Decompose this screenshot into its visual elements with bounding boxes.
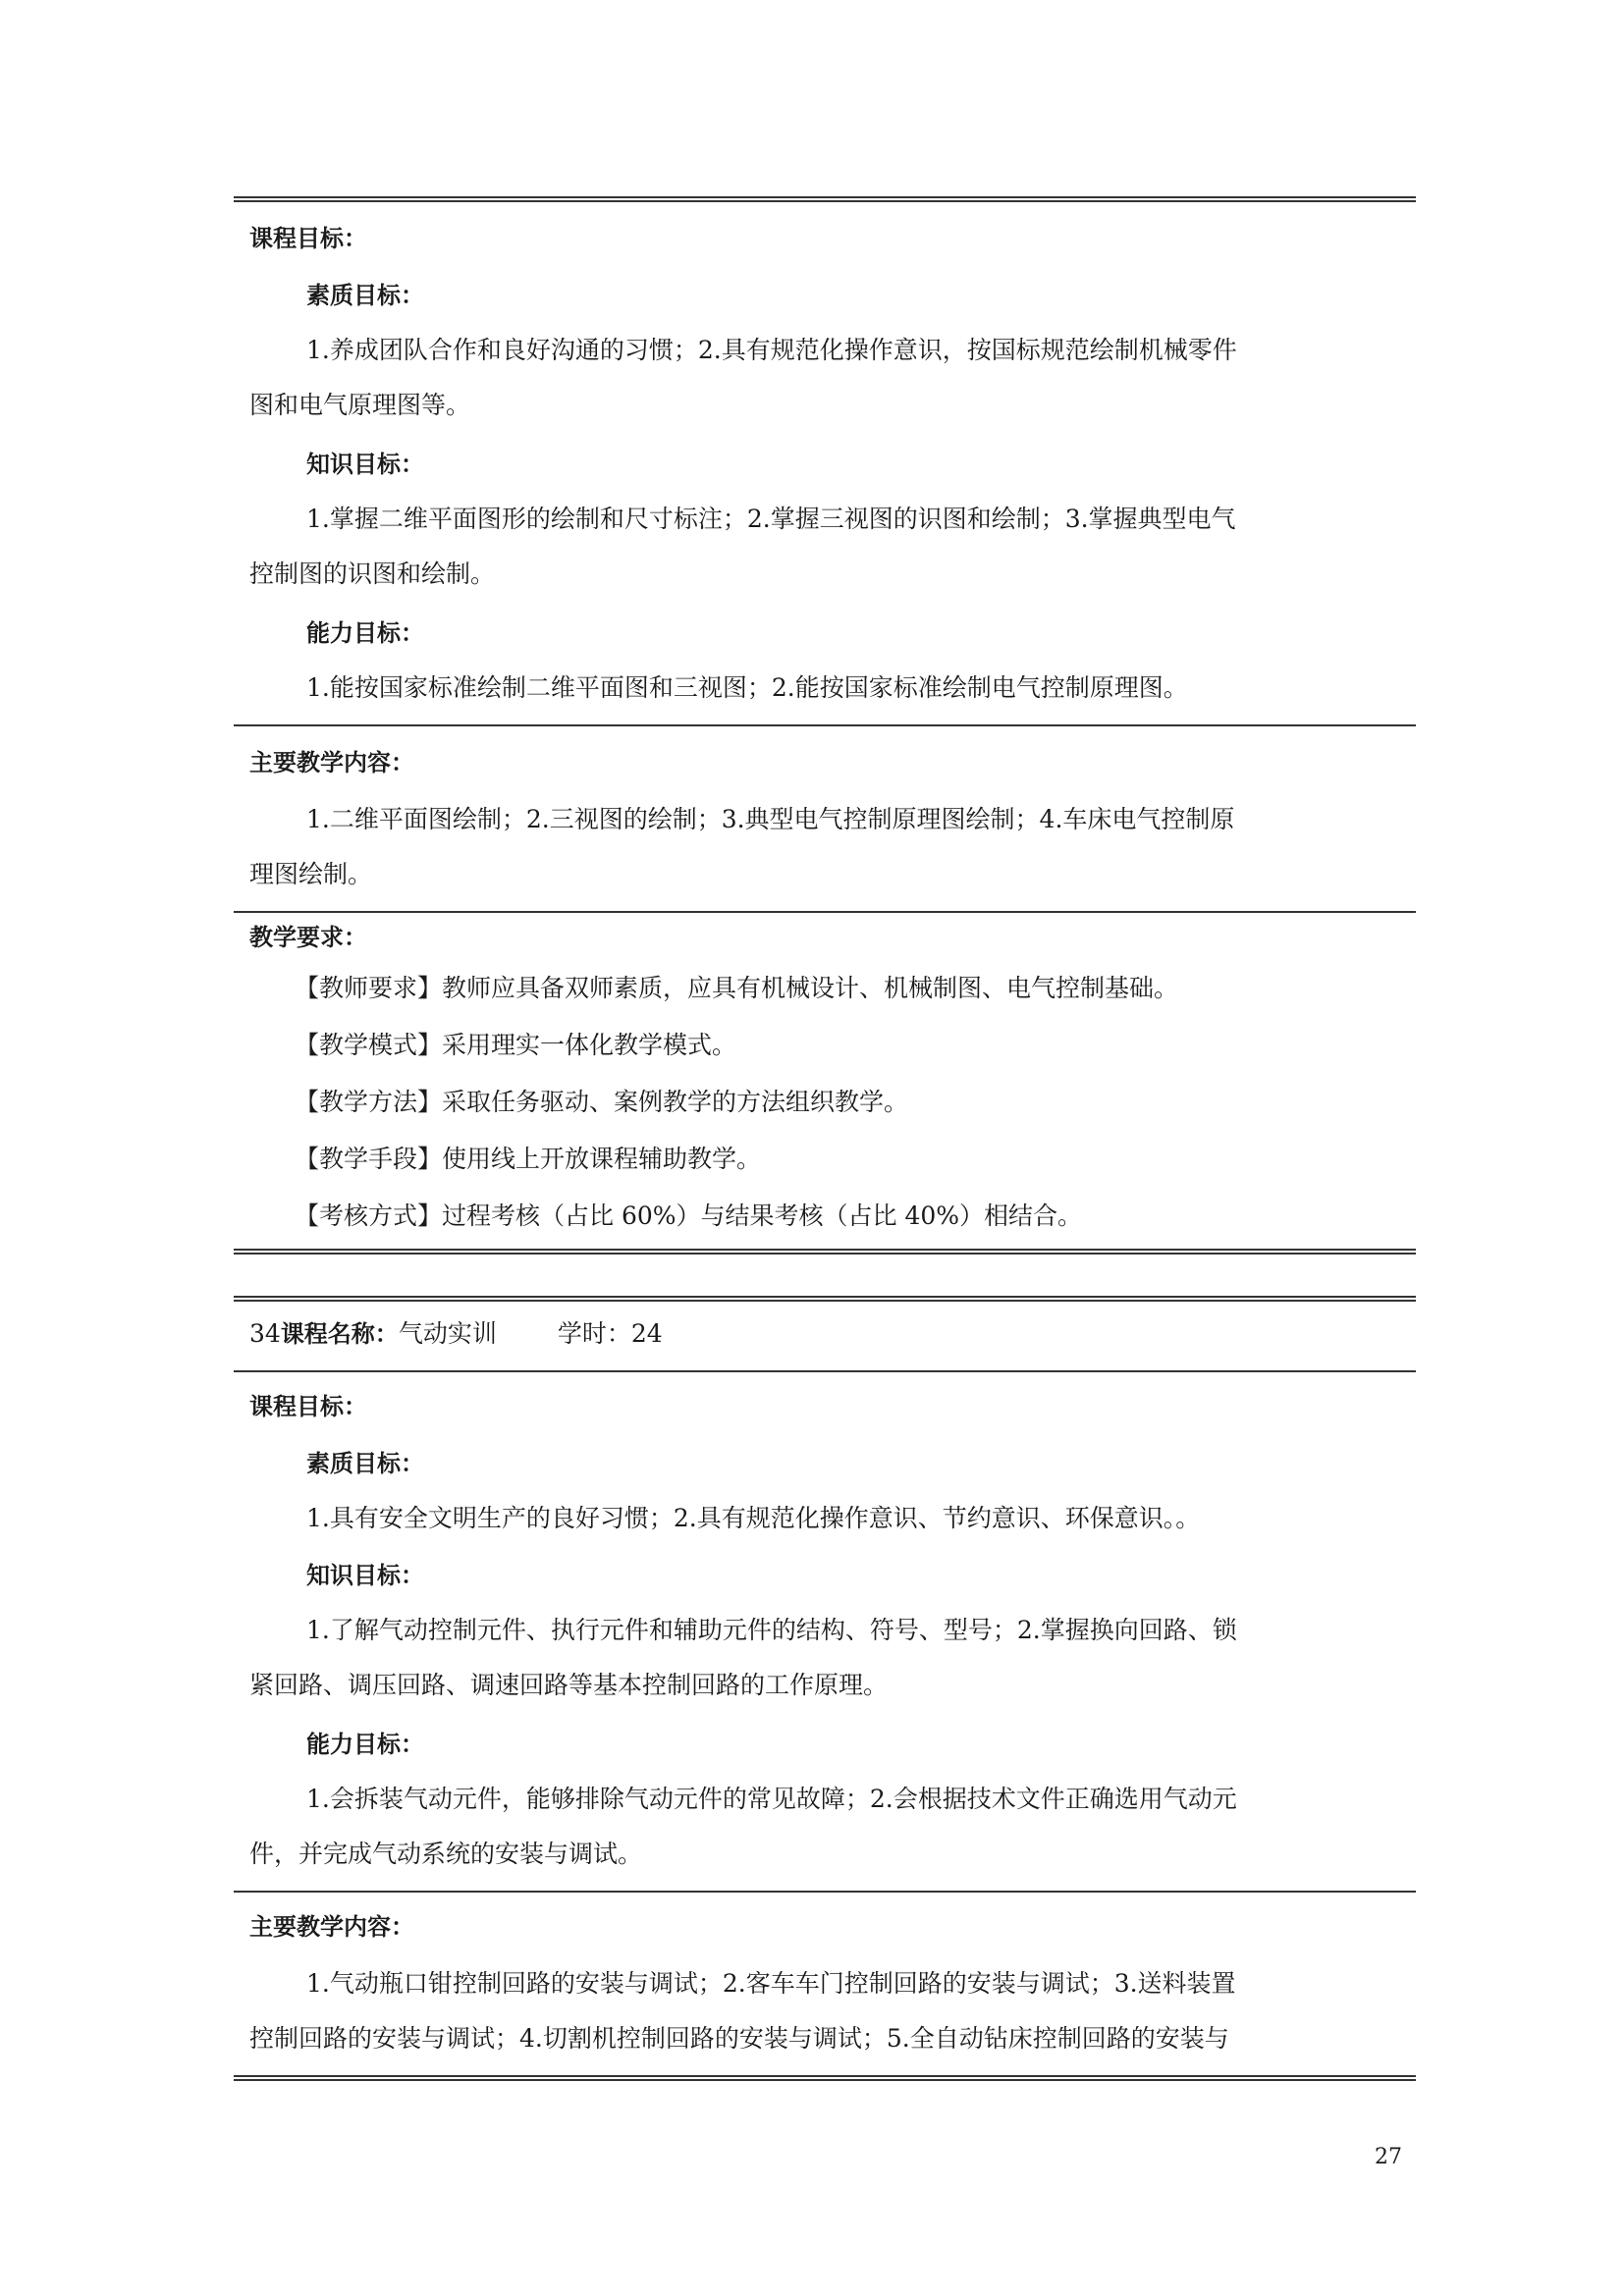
course-goals-heading: 课程目标： <box>249 225 367 252</box>
divider <box>234 724 1416 726</box>
teaching-content-text: 1.二维平面图绘制；2.三视图的绘制；3.典型电气控制原理图绘制；4.车床电气控制原 <box>306 805 1235 833</box>
course-title-row <box>249 1319 663 1349</box>
page-number: 27 <box>1375 2145 1402 2169</box>
bottom-rule <box>234 2075 1416 2081</box>
top-rule <box>234 196 1416 202</box>
section-start-rule <box>234 1296 1416 1302</box>
course-goals-heading: 课程目标： <box>249 1393 367 1420</box>
teaching-requirements-heading: 教学要求： <box>249 924 367 951</box>
teaching-mode: 【教学模式】采用理实一体化教学模式。 <box>295 1031 737 1059</box>
course-name-label: 课程名称： <box>280 1320 399 1348</box>
teacher-requirement: 【教师要求】教师应具备双师素质，应具有机械设计、机械制图、电气控制基础。 <box>295 974 1179 1002</box>
divider <box>234 1370 1416 1372</box>
quality-goals-text: 1.养成团队合作和良好沟通的习惯；2.具有规范化操作意识，按国标规范绘制机械零件 <box>306 336 1237 364</box>
section-end-rule <box>234 1249 1416 1255</box>
teaching-method: 【教学方法】采取任务驱动、案例教学的方法组织教学。 <box>295 1088 909 1116</box>
hours-value: 24 <box>630 1319 663 1348</box>
divider <box>234 1891 1416 1893</box>
hours-label: 学时： <box>557 1319 631 1348</box>
knowledge-goals-text-cont: 控制图的识图和绘制。 <box>249 560 496 588</box>
ability-goals-heading: 能力目标： <box>306 619 424 647</box>
knowledge-goals-heading: 知识目标： <box>306 1562 424 1589</box>
knowledge-goals-text: 1.掌握二维平面图形的绘制和尺寸标注；2.掌握三视图的识图和绘制；3.掌握典型电气 <box>306 505 1236 533</box>
teaching-content-text: 1.气动瓶口钳控制回路的安装与调试；2.客车车门控制回路的安装与调试；3.送料装置 <box>306 1969 1236 1998</box>
ability-goals-text: 1.能按国家标准绘制二维平面图和三视图；2.能按国家标准绘制电气控制原理图。 <box>306 673 1188 702</box>
quality-goals-heading: 素质目标： <box>306 282 424 309</box>
quality-goals-heading: 素质目标： <box>306 1450 424 1477</box>
teaching-means: 【教学手段】使用线上开放课程辅助教学。 <box>295 1145 762 1173</box>
divider <box>234 911 1416 913</box>
knowledge-goals-text: 1.了解气动控制元件、执行元件和辅助元件的结构、符号、型号；2.掌握换向回路、锁 <box>306 1616 1237 1644</box>
assessment-method: 【考核方式】过程考核（占比 60%）与结果考核（占比 40%）相结合。 <box>295 1201 1083 1230</box>
ability-goals-text: 1.会拆装气动元件，能够排除气动元件的常见故障；2.会根据技术文件正确选用气动元 <box>306 1785 1237 1813</box>
course-number: 34 <box>249 1319 281 1348</box>
course-name: 气动实训 <box>398 1319 497 1348</box>
teaching-content-text-cont: 控制回路的安装与调试；4.切割机控制回路的安装与调试；5.全自动钻床控制回路的安装与 <box>249 2024 1229 2053</box>
teaching-content-text-cont: 理图绘制。 <box>249 860 373 888</box>
quality-goals-text-cont: 图和电气原理图等。 <box>249 391 471 419</box>
teaching-content-heading: 主要教学内容： <box>249 1913 414 1941</box>
ability-goals-heading: 能力目标： <box>306 1731 424 1758</box>
ability-goals-text-cont: 件，并完成气动系统的安装与调试。 <box>249 1840 643 1868</box>
knowledge-goals-heading: 知识目标： <box>306 451 424 478</box>
quality-goals-text: 1.具有安全文明生产的良好习惯；2.具有规范化操作意识、节约意识、环保意识。。 <box>306 1504 1201 1532</box>
teaching-content-heading: 主要教学内容： <box>249 749 414 776</box>
knowledge-goals-text-cont: 紧回路、调压回路、调速回路等基本控制回路的工作原理。 <box>249 1671 889 1699</box>
